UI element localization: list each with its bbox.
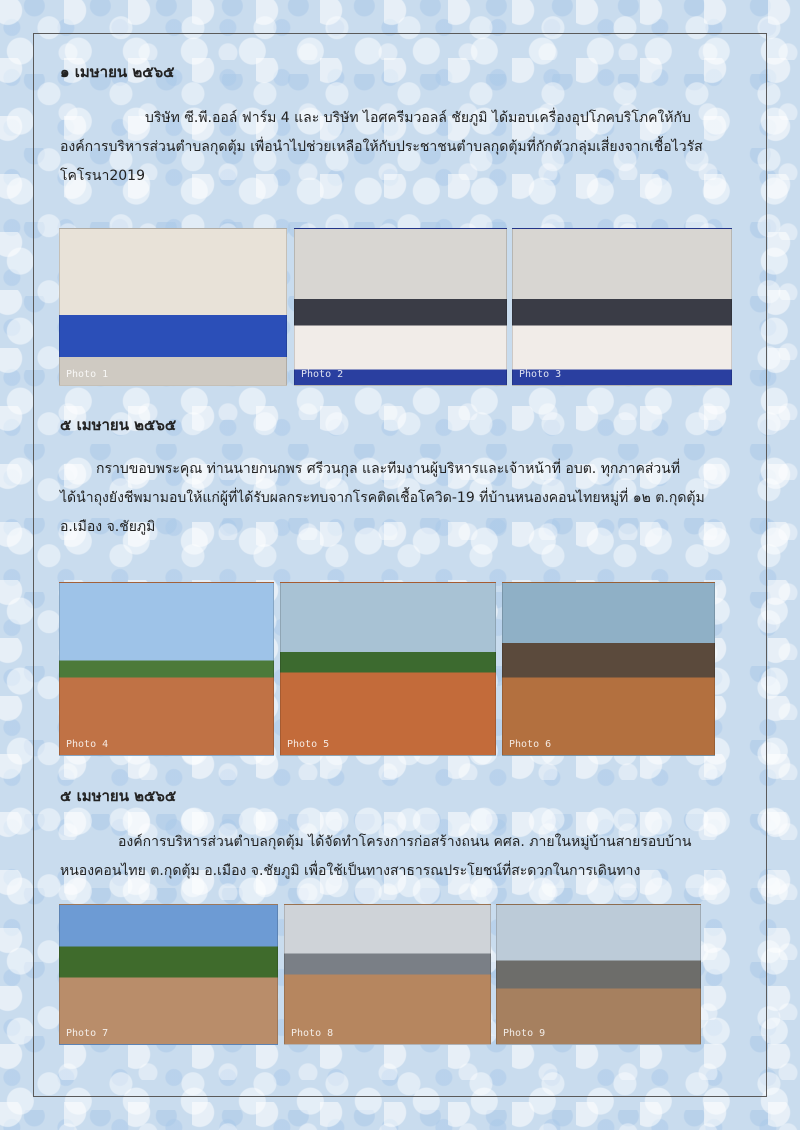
section-date: ๕ เมษายน ๒๕๖๕	[60, 416, 177, 434]
photo-relief-officer	[502, 582, 715, 756]
section-paragraph	[60, 104, 750, 191]
photo-road-construction	[59, 904, 278, 1045]
paragraph-line: อ.เมือง จ.ชัยภูมิ	[60, 519, 156, 535]
photo-donation-hall	[59, 228, 287, 386]
photo-label: Photo 3	[519, 369, 562, 380]
photo-relief-village	[59, 582, 274, 756]
photo-label: Photo 6	[509, 739, 552, 750]
photo-label: Photo 7	[66, 1028, 109, 1039]
section-date: ๕ เมษายน ๒๕๖๕	[60, 787, 177, 805]
photo-road-concrete	[496, 904, 701, 1045]
photo-donation-room	[294, 228, 507, 386]
paragraph-line: องค์การบริหารส่วนตำบลกุดตุ้ม ได้จัดทำโครงการก่อสร้างถนน คศล. ภายในหมู่บ้านสายรอบบ้าน	[118, 834, 692, 850]
photo-label: Photo 5	[287, 739, 330, 750]
paragraph-line: หนองคอนไทย ต.กุดตุ้ม อ.เมือง จ.ชัยภูมิ เพื่อใช้เป็นทางสาธารณประโยชน์ที่สะดวกในการเดินทาง	[60, 863, 641, 879]
photo-label: Photo 4	[66, 739, 109, 750]
photo-road-curve	[284, 904, 491, 1045]
photo-label: Photo 1	[66, 369, 109, 380]
paragraph-line: บริษัท ซี.พี.ออล์ ฟาร์ม 4 และ บริษัท ไอศครีมวอลล์ ชัยภูมิ ได้มอบเครื่องอุปโภคบริโภคให้กับ	[145, 110, 691, 126]
photo-donation-group	[512, 228, 732, 386]
photo-label: Photo 9	[503, 1028, 546, 1039]
paragraph-line: กราบขอบพระคุณ ท่านนายกนกพร ศรีวนกุล และทีมงานผู้บริหารและเจ้าหน้าที่ อบต. ทุกภาคส่วนที่	[96, 461, 681, 477]
section-date: ๑ เมษายน ๒๕๖๕	[60, 63, 175, 81]
paragraph-line: องค์การบริหารส่วนตำบลกุดตุ้ม เพื่อนำไปช่วยเหลือให้กับประชาชนตำบลกุดตุ้มที่กักตัวกลุ่มเสี่ยงจากเชื้อไวรัส	[60, 139, 703, 155]
photo-label: Photo 2	[301, 369, 344, 380]
section-paragraph	[60, 828, 750, 886]
paragraph-line: ได้นำถุงยังชีพมามอบให้แก่ผู้ที่ได้รับผลกระทบจากโรคติดเชื้อโควิด-19 ที่บ้านหนองคอนไทยหมู่ที่ ๑๒ ต.กุดตุ้ม	[60, 490, 705, 506]
paragraph-line: โคโรนา2019	[60, 168, 145, 184]
photo-label: Photo 8	[291, 1028, 334, 1039]
photo-relief-handover	[280, 582, 496, 756]
section-paragraph	[60, 455, 750, 542]
